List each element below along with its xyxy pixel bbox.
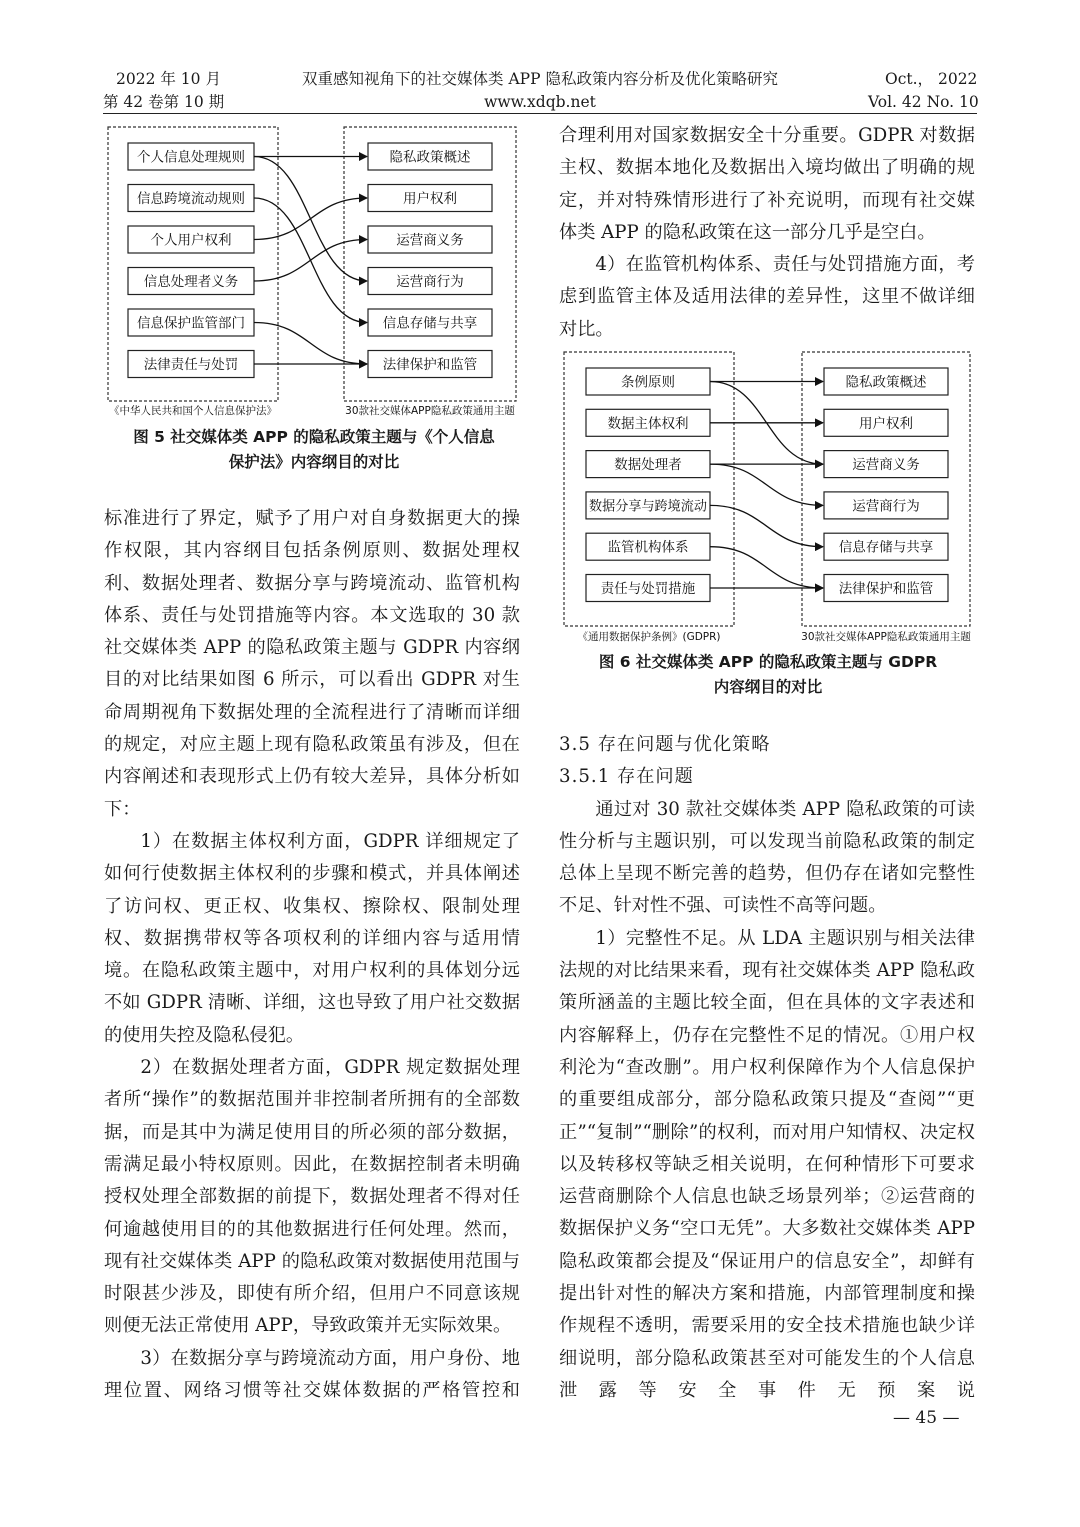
fig5-left-label-1: 信息跨境流动规则 [137, 191, 245, 207]
fig5-right-label-5: 法律保护和监管 [382, 357, 478, 373]
fig6-left-label-2: 数据处理者 [614, 457, 682, 474]
fig6-left-label-4: 监管机构体系 [607, 539, 689, 556]
figure-5 [104, 125, 524, 424]
fig5-connector-5 [254, 323, 367, 365]
figure-5-caption-line1: 图 5 社交媒体类 APP 的隐私政策主题与《个人信息 [133, 428, 495, 446]
fig5-right-source-label: 30款社交媒体APP隐私政策通用主题 [345, 405, 515, 417]
fig6-left-label-3: 数据分享与跨境流动 [589, 498, 711, 515]
fig6-left-label-5: 责任与处罚措施 [600, 581, 696, 597]
header-volume-en: Vol. 42 No. 10 [868, 93, 979, 111]
right-paragraph-4: 1）完整性不足。从 LDA 主题识别与相关法律法规的对比结果来看，现有社交媒体类 APP 隐私政策所涵盖的主题比较全面，但在具体的文字表述和内容解释上，仍存在完整性不足的情况。①用户权利沦为“查改删”。用户权利保障作为个人信息保护的重要组成部分，部分隐私政策只提及“查阅”“更正”“复制”“删除”的权利，而对用户知情权、决定权以及转移权等缺乏相关说明，在何种情形下可要求运营商删除个人信息也缺乏场景列举；②运营商的数据保护义务“空口无凭”。大多数社交媒体类 APP 隐私政策都会提及“保证用户的信息安全”，却鲜有提出针对性的解决方案和措施，内部管理制度和操作规程不透明，需要采用的安全技术措施也缺少详细说明，部分隐私政策甚至对可能发生的个人信息泄露等安全事件无预案说 [559, 927, 975, 1401]
figure-5-diagram [104, 125, 524, 420]
fig5-right-label-2: 运营商义务 [396, 232, 464, 249]
fig5-connector-4 [254, 240, 367, 282]
section-heading-3-5-1: 3.5.1 存在问题 [559, 766, 694, 788]
fig5-right-label-4: 信息存储与共享 [382, 315, 478, 332]
right-paragraph-3: 通过对 30 款社交媒体类 APP 隐私政策的可读性分析与主题识别，可以发现当前隐私政策的制定总体上呈现不断完善的趋势，但仍存在诸如完整性不足、针对性不强、可读性不高等问题。 [559, 798, 975, 917]
fig6-connector-6 [710, 547, 823, 588]
right-column-top [559, 120, 975, 346]
fig6-right-source-label: 30款社交媒体APP隐私政策通用主题 [801, 631, 971, 643]
left-paragraph-1: 标准进行了界定，赋予了用户对自身数据更大的操作权限，其内容纲目包括条例原则、数据处理权利、数据处理者、数据分享与跨境流动、监管机构体系、责任与处罚措施等内容。本文选取的 30 款社交媒体类 APP 的隐私政策主题与 GDPR 内容纲目的对比结果如图 6 所示，可以看出 GDPR 对生命周期视角下数据处理的全流程进行了清晰而详细的规定，对应主题上现有隐私政策虽有涉及，但在内容阐述和表现形式上仍有较大差异，具体分析如下： [104, 508, 520, 820]
figure-6-caption [558, 650, 978, 700]
fig6-right-label-3: 运营商行为 [852, 498, 920, 515]
fig6-right-label-5: 法律保护和监管 [838, 581, 934, 597]
fig6-right-label-4: 信息存储与共享 [838, 539, 934, 556]
fig5-left-source-label: 《中华人民共和国个人信息保护法》 [109, 405, 277, 417]
right-paragraph-2: 4）在监管机构体系、责任与处罚措施方面，考虑到监管主体及适用法律的差异性，这里不做详细对比。 [559, 254, 975, 340]
header-website: www.xdqb.net [484, 93, 596, 111]
figure-6-caption-line2: 内容纲目的对比 [713, 678, 823, 696]
fig5-left-label-2: 个人用户权利 [150, 232, 232, 249]
header-title: 双重感知视角下的社交媒体类 APP 隐私政策内容分析及优化策略研究 [302, 70, 778, 88]
figure-6 [560, 348, 978, 650]
figure-5-caption-line2: 保护法》内容纲目的对比 [228, 453, 400, 471]
left-paragraph-2: 1）在数据主体权利方面，GDPR 详细规定了如何行使数据主体权利的步骤和模式，并具体阐述了访问权、更正权、收集权、擦除权、限制处理权、数据携带权等各项权利的详细内容与适用情境。在隐私政策主题中，对用户权利的具体划分远不如 GDPR 清晰、详细，这也导致了用户社交数据的使用失控及隐私侵犯。 [104, 830, 520, 1046]
fig5-left-label-3: 信息处理者义务 [143, 274, 239, 290]
fig6-connector-5 [710, 505, 823, 546]
fig6-connector-4 [710, 464, 823, 505]
fig5-right-label-0: 隐私政策概述 [389, 149, 471, 166]
left-paragraph-3: 2）在数据处理者方面，GDPR 规定数据处理者所“操作”的数据范围并非控制者所拥有的全部数据，而是其中为满足使用目的所必须的部分数据，需满足最小特权原则。因此，在数据控制者未明确授权处理全部数据的前提下，数据处理者不得对任何逾越使用目的的其他数据进行任何处理。然而，现有社交媒体类 APP 的隐私政策对数据使用范围与时限甚少涉及，即使有所介绍，但用户不同意该规则便无法正常使用 APP，导致政策并无实际效果。 [104, 1057, 520, 1337]
right-column-bottom [559, 729, 975, 1407]
fig5-right-label-1: 用户权利 [403, 191, 457, 207]
section-heading-3-5: 3.5 存在问题与优化策略 [559, 734, 771, 755]
figure-6-diagram [560, 348, 978, 646]
fig6-left-label-0: 条例原则 [621, 374, 675, 391]
header-volume: 第 42 卷第 10 期 [103, 93, 225, 111]
fig5-connector-3 [254, 198, 367, 240]
fig6-right-label-0: 隐私政策概述 [845, 374, 927, 391]
fig5-left-label-0: 个人信息处理规则 [137, 149, 245, 166]
header-date-en: Oct.， 2022 [885, 70, 978, 88]
right-paragraph-1: 合理利用对国家数据安全十分重要。GDPR 对数据主权、数据本地化及数据出入境均做出了明确的规定，并对特殊情形进行了补充说明，而现有社交媒体类 APP 的隐私政策在这一部分几乎是空白。 [559, 125, 975, 243]
header-rule [103, 113, 977, 114]
fig6-left-source-label: 《通用数据保护条例》(GDPR) [577, 631, 721, 643]
left-paragraph-4: 3）在数据分享与跨境流动方面，用户身份、地理位置、网络习惯等社交媒体数据的严格管控和 [104, 1347, 520, 1402]
figure-6-caption-line1: 图 6 社交媒体类 APP 的隐私政策主题与 GDPR [598, 653, 938, 671]
left-column [104, 503, 520, 1407]
fig6-right-label-2: 运营商义务 [852, 457, 920, 474]
fig5-right-label-3: 运营商行为 [396, 274, 464, 290]
fig5-left-label-4: 信息保护监管部门 [137, 315, 245, 332]
fig6-right-label-1: 用户权利 [859, 415, 913, 432]
page-number: — 45 — [893, 1408, 960, 1428]
figure-5-caption [104, 425, 524, 475]
fig5-left-label-5: 法律责任与处罚 [143, 357, 239, 373]
fig6-left-label-1: 数据主体权利 [607, 415, 689, 432]
header-date: 2022 年 10 月 [116, 70, 221, 88]
